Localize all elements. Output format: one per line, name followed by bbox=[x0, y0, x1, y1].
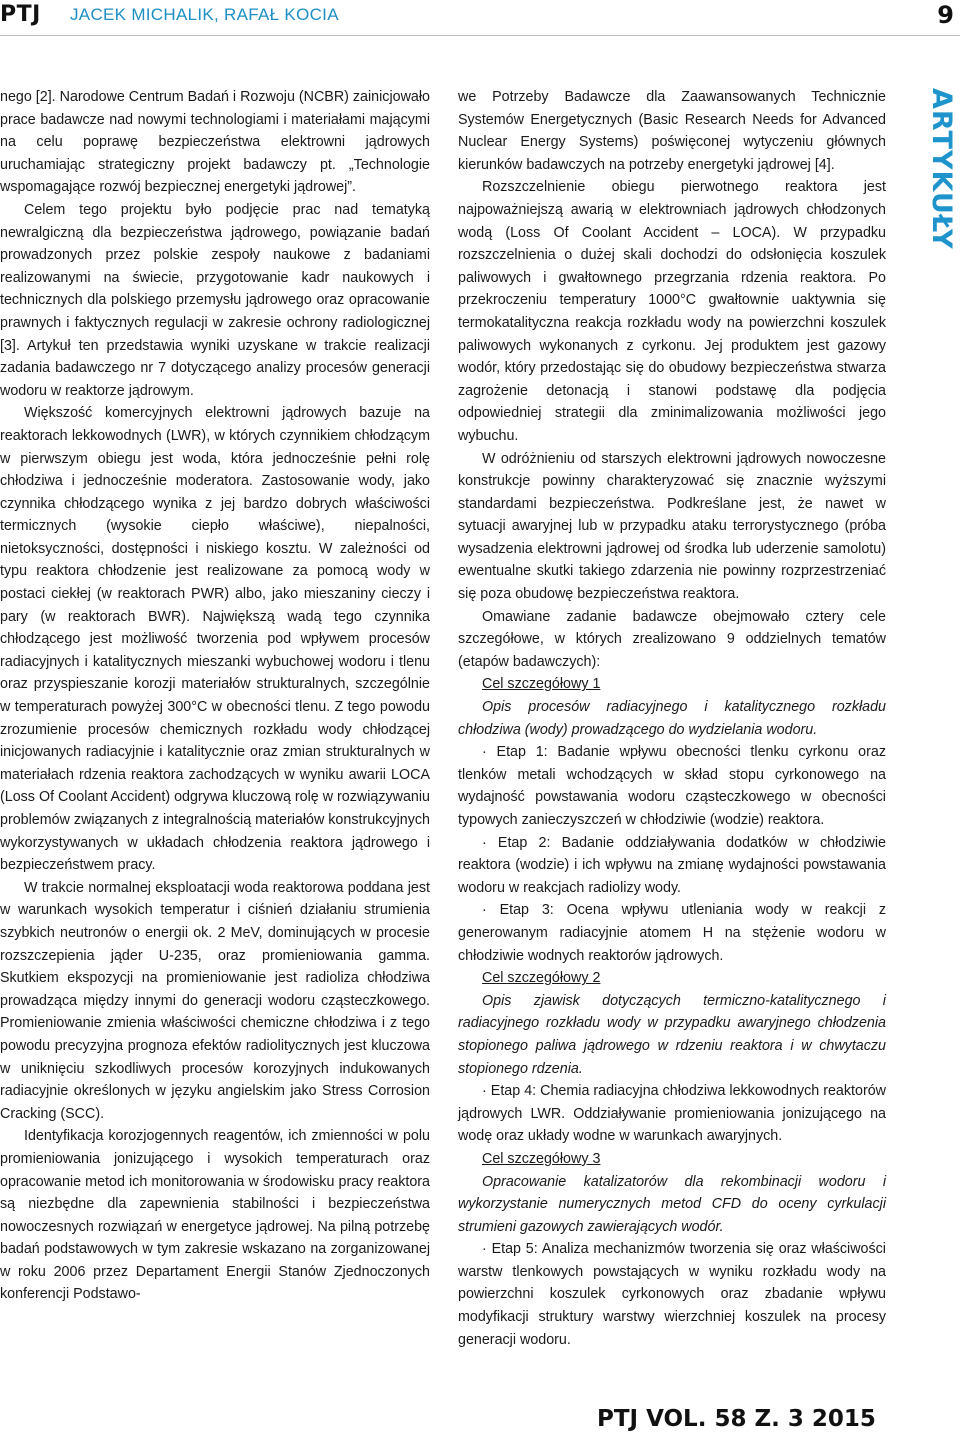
paragraph: Celem tego projektu było podjęcie prac nad tematyką newralgiczną dla bezpieczeństwa jądrowego, powiązanie badań prowadzonych przez polskie zespoły naukowe z badaniami realizowanymi na świecie, przygotowanie kadr naukowych i technicznych dla polskiego przemysłu jądrowego oraz opracowanie prawnych i faktycznych regulacji w zakresie ochrony radiologicznej [3]. Artykuł ten przedstawia wyniki uzyskane w trakcie realizacji zadania badawczego nr 7 dotyczącego analizy procesów generacji wodoru w reaktorze jądrowym. bbox=[0, 201, 430, 399]
page-number: 9 bbox=[937, 1, 954, 29]
paragraph: we Potrzeby Badawcze dla Zaawansowanych Technicznie Systemów Energetycznych (Basic Research Needs for Advanced Nuclear Energy Systems) poświęconej wytyczeniu głównych kierunków badawczych na potrzeby energetyki jądrowej [4]. bbox=[458, 89, 886, 173]
paragraph: nego [2]. Narodowe Centrum Badań i Rozwoju (NCBR) zainicjowało prace badawcze nad nowymi technologiami i materiałami mającymi na celu poprawę bezpieczeństwa elektrowni jądrowych uruchamiając strategiczny projekt badawczy pt. „Technologie wspomagające rozwój bezpiecznej energetyki jądrowej”. bbox=[0, 89, 430, 196]
paragraph: Większość komercyjnych elektrowni jądrowych bazuje na reaktorach lekkowodnych (LWR), w których czynnikiem chłodzącym w pierwszym obiegu jest woda, która jednocześnie pełni rolę chłodziwa i jednocześnie moderatora. Zastosowanie wody, jako czynnika chłodzącego wynika z jej bardzo dobrych właściwości termicznych (wysokie ciepło właściwe), niepalności, nietoksyczności, dostępności i niskiego kosztu. W zależności od typu reaktora chłodzenie jest realizowane za pomocą wody w postaci ciekłej (w reaktorach PWR) albo, jako mieszaniny cieczy i pary (w reaktorach BWR). Największą wadą tego czynnika chłodzącego jest możliwość tworzenia pod wpływem procesów radiacyjnych i katalitycznych mieszanki wybuchowej wodoru i tlenu oraz przyspieszanie korozji materiałów strukturalnych, szczególnie w temperaturach powyżej 300°C w obecności tlenu. Z tego powodu zrozumienie procesów chemicznych rozkładu wody chłodzącej inicjowanych radiacyjnie i katalitycznie oraz zmian strukturalnych w materiałach rdzenia reaktora zachodzących w wyniku awarii LOCA (Loss Of Coolant Accident) odgrywa kluczową rolę w rozwiązywaniu problemów związanych z integralnością materiałów konstrukcyjnych wykorzystywanych w układach chłodzenia reaktora jądrowego i bezpieczeństwem pracy. bbox=[0, 405, 430, 874]
etap-item: · Etap 3: Ocena wpływu utleniania wody w reakcji z generowanym radiacyjnie atomem H na stężenie wodoru w chłodziwie wodnych reaktorów jądrowych. bbox=[458, 902, 886, 964]
goal-description: Opis zjawisk dotyczących termiczno-katalitycznego i radiacyjnego rozkładu wody w przypadku awaryjnego chłodzenia stopionego paliwa jądrowego w rdzeniu reaktora i w chwytaczu stopionego rdzenia. bbox=[458, 992, 886, 1077]
journal-logo: PTJ bbox=[0, 2, 41, 27]
etap-item: · Etap 2: Badanie oddziaływania dodatków w chłodziwie reaktora (wodzie) i ich wpływu na zmianę wydajności powstawania wodoru w reakcjach radiolizy wody. bbox=[458, 834, 886, 896]
journal-footer: PTJ VOL. 58 Z. 3 2015 bbox=[597, 1406, 876, 1432]
etap-item: · Etap 1: Badanie wpływu obecności tlenku cyrkonu oraz tlenków metali wchodzących w skład stopu cyrkonowego na wydajność powstawania wodoru cząsteczkowego w obecności typowych zanieczyszczeń w chłodziwie (wodzie) reaktora. bbox=[458, 744, 886, 828]
paragraph: W odróżnieniu od starszych elektrowni jądrowych nowoczesne konstrukcje powinny charakteryzować się znacznie wyższymi standardami bezpieczeństwa. Podkreślane jest, że nawet w sytuacji awaryjnej lub w przypadku ataku terrorystycznego (próba wysadzenia elektrowni jądrowej od środka lub uderzenie samolotu) ewentualne skutki takiego zdarzenia nie powinny rozprzestrzeniać się poza obudowę bezpieczeństwa reaktora. bbox=[458, 450, 886, 603]
paragraph: W trakcie normalnej eksploatacji woda reaktorowa poddana jest w warunkach wysokich temperatur i ciśnień działaniu strumienia szybkich neutronów o energii ok. 2 MeV, dominujących w procesie rozszczepienia jąder U-235, oraz promieniowania gamma. Skutkiem ekspozycji na promieniowanie jest radioliza chłodziwa prowadząca między innymi do generacji wodoru cząsteczkowego. Promieniowanie zmienia właściwości chemiczne chłodziwa i z tego powodu precyzyjna prognoza efektów radiolitycznych jest kluczowa w uniknięciu szkodliwych procesów korozyjnych indukowanych radiacyjnie określonych w języku angielskim jako Stress Corrosion Cracking (SCC). bbox=[0, 879, 430, 1122]
paragraph: Rozszczelnienie obiegu pierwotnego reaktora jest najpoważniejszą awarią w elektrowniach jądrowych chłodzonych wodą (Loss Of Coolant Accident – LOCA). W przypadku rozszczelnienia o dużej skali dochodzi do odsłonięcia koszulek paliwowych i gwałtownego przegrzania rdzenia reaktora. Po przekroczeniu temperatury 1000°C gwałtownie uaktywnia się termokatalityczna reakcja rozkładu wody na powierzchni koszulek paliwowych wykonanych z cyrkonu. Jej produktem jest gazowy wodór, który przedostając się do obudowy bezpieczeństwa stwarza zagrożenie detonacją i stanowi podstawę dla podjęcia odpowiedniej strategii dla zminimalizowania możliwości jego wybuchu. bbox=[458, 179, 886, 444]
goal-description: Opis procesów radiacyjnego i katalitycznego rozkładu chłodziwa (wody) prowadzącego do wydzielania wodoru. bbox=[458, 699, 886, 738]
paragraph: Omawiane zadanie badawcze obejmowało cztery cele szczegółowe, w których zrealizowano 9 oddzielnych tematów (etapów badawczych): bbox=[458, 608, 886, 670]
page-header bbox=[0, 0, 960, 36]
goal-description: Opracowanie katalizatorów dla rekombinacji wodoru i wykorzystanie numerycznych metod CFD do oceny cyrkulacji strumieni gazowych zawierających wodór. bbox=[458, 1173, 886, 1235]
right-column bbox=[458, 86, 886, 1351]
etap-item: · Etap 5: Analiza mechanizmów tworzenia się oraz właściwości warstw tlenkowych powstających w wyniku rozkładu wody na powierzchni koszulek cyrkonowych oraz zbadanie wpływu modyfikacji struktury warstwy wierzchniej koszulek na procesy generacji wodoru. bbox=[458, 1241, 886, 1348]
paragraph: Identyfikacja korozjogennych reagentów, ich zmienności w polu promieniowania jonizującego i wysokich temperaturach oraz opracowanie metod ich monitorowania w środowisku pracy reaktora są niezbędne dla zapewnienia stabilności i bezpieczeństwa nowoczesnych rozwiązań w energetyce jądrowej. Na pilną potrzebę badań podstawowych w tym zakresie wskazano na zorganizowanej w roku 2006 przez Departament Energii Stanów Zjednoczonych konferencji Podstawo- bbox=[0, 1128, 430, 1303]
etap-item: · Etap 4: Chemia radiacyjna chłodziwa lekkowodnych reaktorów jądrowych LWR. Oddziaływanie promieniowania jonizującego na wodę oraz układy wodne w warunkach awaryjnych. bbox=[458, 1083, 886, 1145]
left-column bbox=[0, 86, 430, 1306]
header-rule bbox=[0, 35, 960, 36]
goal-title: Cel szczegółowy 3 bbox=[482, 1150, 601, 1167]
section-side-label: ARTYKUŁY bbox=[926, 88, 957, 250]
running-head-authors: JACEK MICHALIK, RAFAŁ KOCIA bbox=[70, 5, 339, 24]
goal-title: Cel szczegółowy 2 bbox=[482, 970, 601, 987]
goal-title: Cel szczegółowy 1 bbox=[482, 676, 601, 693]
